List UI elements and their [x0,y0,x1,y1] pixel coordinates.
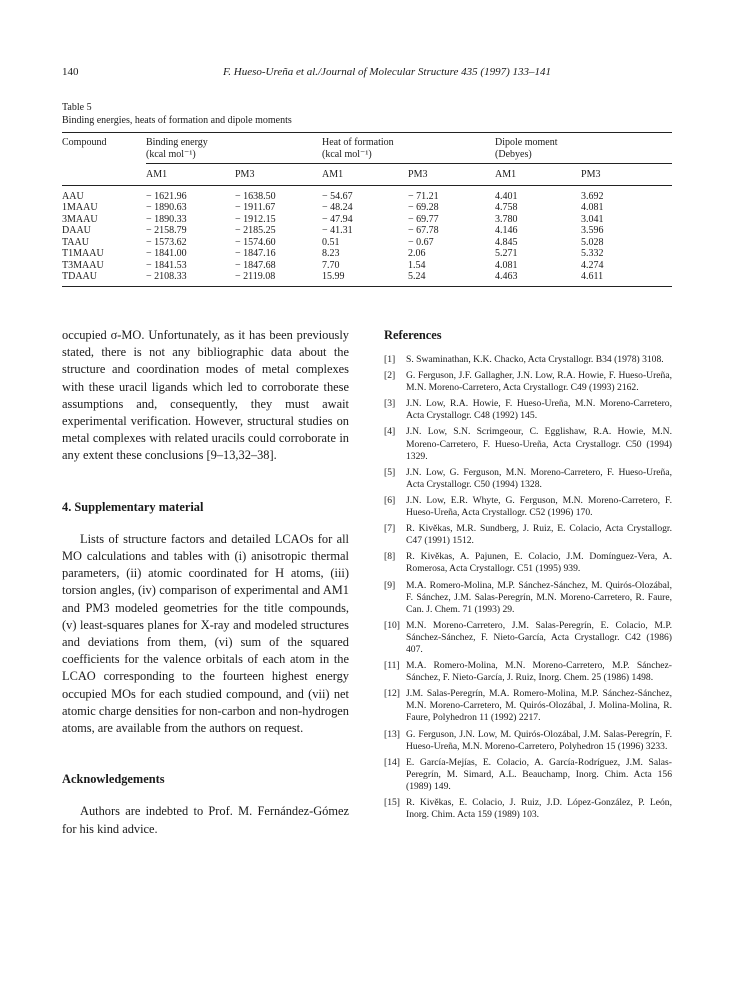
left-column [62,327,349,838]
reference-number: [8] [384,551,396,563]
reference-item [384,729,672,753]
header-group-dipole-moment: Dipole moment (Debyes) [495,137,558,160]
reference-item [384,370,672,394]
reference-item [384,757,672,793]
journal-reference: F. Hueso-Ureña et al./Journal of Molecular Structure 435 (1997) 133–141 [222,66,552,78]
reference-number: [4] [384,426,396,438]
table-row [62,202,672,214]
reference-number: [12] [384,688,400,700]
compound-cell: AAU [62,190,84,202]
page-header [62,66,672,82]
value-cell: 4.274 [581,259,604,271]
value-cell: − 69.28 [408,202,439,213]
value-cell: 4.146 [495,225,518,236]
reference-text: S. Swaminathan, K.K. Chacko, Acta Crystallogr. B34 (1978) 3108. [406,354,664,365]
reference-text: E. García-Mejías, E. Colacio, A. García-Rodríguez, J.M. Salas-Peregrín, M. Simard, A.L. Beauchamp, Inorg. Chim. Acta 156 (1989) 149. [406,756,672,792]
subheader-cell: AM1 [146,164,235,186]
reference-text: R. Kivěkas, A. Pajunen, E. Colacio, J.M. Domínguez-Vera, A. Romerosa, Acta Crystallogr. C51 (1995) 939. [406,551,672,575]
reference-item [384,495,672,519]
value-cell: − 67.78 [408,225,439,236]
value-cell: − 71.21 [408,190,439,202]
value-cell: 4.845 [495,236,518,248]
header-group-heat-of-formation: Heat of formation (kcal mol⁻¹) [322,137,394,160]
table-caption [62,101,672,127]
reference-number: [10] [384,619,400,631]
reference-number: [3] [384,398,396,410]
value-cell: − 1574.60 [235,236,276,248]
value-cell: − 1911.67 [235,202,276,213]
reference-text: J.N. Low, G. Ferguson, M.N. Moreno-Carretero, F. Hueso-Ureña, Acta Crystallogr. C50 (1994) 1328. [406,466,672,490]
reference-number: [15] [384,797,400,808]
value-cell: 3.780 [495,213,518,225]
table-header-group-row [62,133,672,164]
reference-number: [1] [384,354,396,365]
value-cell: 4.081 [581,202,604,213]
value-cell: 0.51 [322,236,340,248]
reference-number: [7] [384,523,396,535]
value-cell: − 1621.96 [146,190,187,202]
value-cell: 3.041 [581,213,604,225]
compound-cell: T3MAAU [62,259,104,271]
reference-item [384,398,672,422]
table-label: Table 5 [62,102,92,113]
value-cell: − 69.77 [408,213,439,225]
table-body [62,185,672,286]
header-compound: Compound [62,137,107,148]
value-cell: − 2185.25 [235,225,276,236]
compound-cell: TDAAU [62,271,97,282]
table-row [62,237,672,249]
value-cell: − 1638.50 [235,190,276,202]
reference-number: [2] [384,370,396,382]
reference-item [384,797,672,821]
value-cell: 7.70 [322,259,340,271]
value-cell: 4.463 [495,271,518,282]
reference-list [384,354,672,821]
reference-text: G. Ferguson, J.F. Gallagher, J.N. Low, R.A. Howie, F. Hueso-Ureña, M.N. Moreno-Carretero, Acta Crystallogr. C49 (1993) 2162. [406,370,672,394]
value-cell: − 1841.00 [146,248,187,259]
reference-item [384,688,672,724]
reference-text: M.N. Moreno-Carretero, J.M. Salas-Peregrín, E. Colacio, M.P. Sánchez-Sánchez, F. Nieto-García, Acta Crystallogr. C42 (1986) 407. [406,619,672,655]
compound-cell: DAAU [62,225,91,236]
references-heading: References [384,328,442,342]
value-cell: − 1890.63 [146,202,187,213]
value-cell: − 1573.62 [146,236,187,248]
value-cell: − 1847.68 [235,259,276,271]
reference-number: [13] [384,728,400,740]
value-cell: 5.332 [581,248,604,259]
table-row [62,185,672,202]
value-cell: − 2108.33 [146,271,187,282]
table-row [62,214,672,226]
reference-item [384,426,672,462]
value-cell: 4.611 [581,271,604,282]
subheader-cell: AM1 [322,164,408,186]
reference-item [384,620,672,656]
reference-item [384,551,672,575]
reference-item [384,660,672,684]
reference-item [384,580,672,616]
value-cell: 2.06 [408,248,426,259]
value-cell: 15.99 [322,271,345,282]
reference-item [384,523,672,547]
value-cell: − 1890.33 [146,213,187,225]
value-cell: − 48.24 [322,202,353,213]
header-group-binding-energy: Binding energy (kcal mol⁻¹) [146,137,208,160]
data-table [62,132,672,287]
section-heading-acknowledgements: Acknowledgements [62,772,165,787]
value-cell: − 2119.08 [235,271,276,282]
reference-text: G. Ferguson, J.N. Low, M. Quirós-Olozábal, J.M. Salas-Peregrín, F. Hueso-Ureña, M.N. Moreno-Carretero, Polyhedron 15 (1996) 3233. [406,728,672,752]
reference-number: [14] [384,756,400,768]
value-cell: − 47.94 [322,213,353,225]
reference-text: M.A. Romero-Molina, M.P. Sánchez-Sánchez, M. Quirós-Olozábal, F. Sánchez, J.M. Salas-Peregrín, M.N. Moreno-Carretero, R. Faure, Can. J. Chem. 71 (1993) 29. [406,579,672,615]
value-cell: − 54.67 [322,190,353,202]
value-cell: 4.401 [495,190,518,202]
value-cell: 8.23 [322,248,340,259]
reference-number: [11] [384,660,400,672]
table-row [62,248,672,260]
compound-cell: TAAU [62,236,89,248]
reference-number: [6] [384,494,396,506]
body-paragraph: Authors are indebted to Prof. M. Fernández-Gómez for his kind advice. [62,804,349,836]
value-cell: − 1847.16 [235,248,276,259]
value-cell: 3.692 [581,190,604,202]
table-row [62,260,672,272]
value-cell: − 1841.53 [146,259,187,271]
value-cell: 4.758 [495,202,518,213]
subheader-cell: PM3 [581,164,672,186]
subheader-cell: PM3 [235,164,322,186]
table-title: Binding energies, heats of formation and dipole moments [62,115,292,126]
value-cell: − 0.67 [408,236,434,248]
reference-text: J.M. Salas-Peregrín, M.A. Romero-Molina, M.P. Sánchez-Sánchez, M.N. Moreno-Carretero, M. Quirós-Olozábal, J. Molina-Molina, R. Faure, Polyhedron 11 (1992) 2217. [406,688,672,724]
value-cell: 3.596 [581,225,604,236]
value-cell: 1.54 [408,259,426,271]
reference-item [384,467,672,491]
table-row [62,271,672,286]
reference-text: M.A. Romero-Molina, M.N. Moreno-Carretero, M.P. Sánchez-Sánchez, F. Nieto-García, J. Ruiz, Inorg. Chem. 25 (1986) 1498. [406,660,672,684]
value-cell: 5.271 [495,248,518,259]
reference-number: [5] [384,466,396,478]
compound-cell: T1MAAU [62,248,104,259]
subheader-cell: AM1 [495,164,581,186]
reference-number: [9] [384,579,396,591]
value-cell: − 41.31 [322,225,353,236]
reference-text: J.N. Low, E.R. Whyte, G. Ferguson, M.N. Moreno-Carretero, F. Hueso-Ureña, Acta Crystallogr. C52 (1996) 170. [406,494,672,519]
reference-text: J.N. Low, S.N. Scrimgeour, C. Egglishaw, R.A. Howie, M.N. Moreno-Carretero, F. Hueso-Ureña, Acta Crystallogr. C50 (1994) 1329. [406,426,672,462]
compound-cell: 1MAAU [62,202,98,213]
compound-cell: 3MAAU [62,213,98,225]
value-cell: 5.028 [581,236,604,248]
subheader-cell: PM3 [408,164,495,186]
table-row [62,225,672,237]
reference-item [384,354,672,366]
reference-text: R. Kivěkas, M.R. Sundberg, J. Ruiz, E. Colacio, Acta Crystallogr. C47 (1991) 1512. [406,523,672,547]
reference-text: J.N. Low, R.A. Howie, F. Hueso-Ureña, M.N. Moreno-Carretero, Acta Crystallogr. C48 (1992) 145. [406,398,672,422]
body-paragraph: occupied σ-MO. Unfortunately, as it has been previously stated, there is not any bibliographic data about the structure and coordination modes of metal complexes with these uracil ligands which led to corroborate these assumptions and, consequently, they must await experimental verification. However, structural studies on metal complexes with related uracils could corroborate in any extent these conclusions [9–13,32–38]. [62,328,349,463]
page-number: 140 [62,66,79,78]
value-cell: − 1912.15 [235,213,276,225]
right-column [384,327,672,825]
value-cell: 5.24 [408,271,426,282]
section-heading-supplementary: 4. Supplementary material [62,499,204,514]
value-cell: − 2158.79 [146,225,187,236]
value-cell: 4.081 [495,259,518,271]
body-paragraph: Lists of structure factors and detailed LCAOs for all MO calculations and tables with (i) anisotropic thermal parameters, (ii) atomic coordinated for H atoms, (iii) torsion angles, (iv) comparison of experimental and AM1 and PM3 modeled geometries for the title compounds, (v) least-squares planes for X-ray and modeled structures and deviations from them, (vi) sum of the squared coefficients for the valence orbitals of each atom in the LCAO corresponding to the fourteen highest energy occupied MOs for each studied compound, and (vii) net atomic charge densities for non-carbon and non-hydrogen atoms, are available from the authors on request. [62,531,349,736]
table-subheader-row [62,164,672,186]
reference-text: R. Kivěkas, E. Colacio, J. Ruiz, J.D. López-González, P. León, Inorg. Chim. Acta 159 (1989) 103. [406,797,672,821]
